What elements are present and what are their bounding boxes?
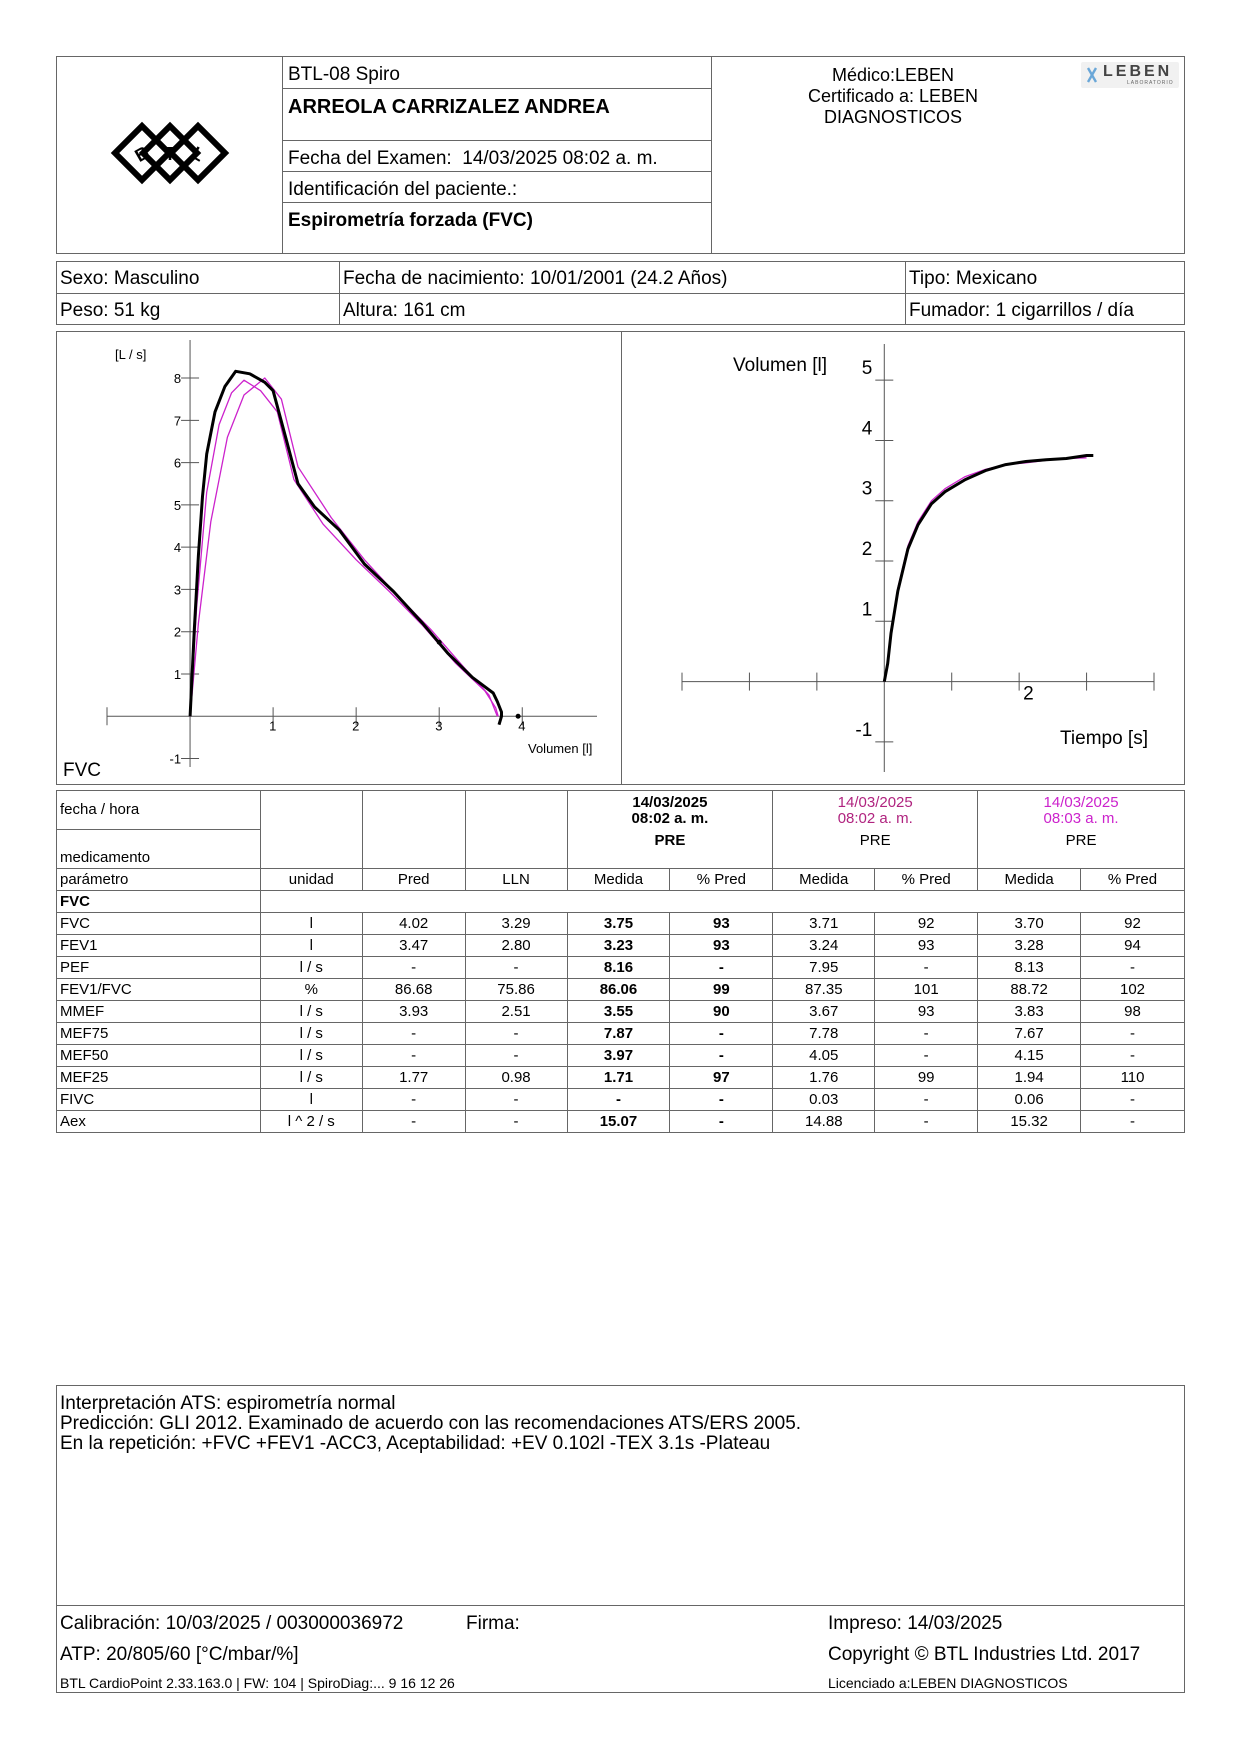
table-cell: -	[670, 957, 773, 979]
vol-chart-ylabel: Volumen [l]	[733, 355, 827, 376]
table-cell: l	[260, 935, 362, 957]
table-row	[57, 1001, 1185, 1023]
type: Tipo: Mexicano	[909, 268, 1038, 289]
column-header: Medida	[978, 869, 1081, 891]
series-line	[884, 456, 1093, 682]
table-cell: 110	[1081, 1067, 1185, 1089]
dob: Fecha de nacimiento: 10/01/2001 (24.2 Años)	[343, 268, 728, 289]
flow-chart-corner-label: FVC	[63, 760, 101, 781]
table-cell: Aex	[57, 1111, 261, 1133]
table-cell: 94	[1081, 935, 1185, 957]
certified-line2: DIAGNOSTICOS	[823, 107, 962, 127]
table-cell: 3.83	[978, 1001, 1081, 1023]
y-tick-label: 7	[173, 413, 182, 429]
table-cell: -	[362, 1089, 465, 1111]
column-header: Pred	[362, 869, 465, 891]
exam-date-value: 14/03/2025 08:02 a. m.	[462, 148, 658, 169]
session-3-time: 08:03 a. m.	[1043, 810, 1119, 827]
section-row	[57, 891, 1185, 913]
flow-volume-chart	[57, 332, 620, 784]
session-2-head	[773, 791, 978, 869]
table-cell: 97	[670, 1067, 773, 1089]
table-row	[57, 1067, 1185, 1089]
firma-label: Firma:	[466, 1613, 520, 1634]
y-tick-label: 1	[861, 599, 873, 621]
patient-id-label: Identificación del paciente.:	[288, 179, 518, 200]
column-header-row	[57, 869, 1185, 891]
section-label: FVC	[57, 891, 261, 913]
table-cell: -	[1081, 1111, 1185, 1133]
column-header: Medida	[567, 869, 670, 891]
test-name: Espirometría forzada (FVC)	[288, 210, 533, 231]
table-cell: l	[260, 1089, 362, 1111]
flow-chart-ylabel: [L / s]	[115, 347, 147, 362]
session-1-head	[567, 791, 773, 869]
table-cell: 3.23	[567, 935, 670, 957]
height: Altura: 161 cm	[343, 300, 466, 321]
printed-date: Impreso: 14/03/2025	[828, 1613, 1003, 1634]
table-cell: 8.13	[978, 957, 1081, 979]
table-cell: -	[670, 1045, 773, 1067]
table-cell: 15.07	[567, 1111, 670, 1133]
table-cell: 98	[1081, 1001, 1185, 1023]
table-cell: -	[362, 1023, 465, 1045]
table-cell: l ^ 2 / s	[260, 1111, 362, 1133]
table-cell: 14.88	[773, 1111, 875, 1133]
series-line	[884, 458, 1086, 682]
table-cell: 87.35	[773, 979, 875, 1001]
table-cell: 8.16	[567, 957, 670, 979]
copyright: Copyright © BTL Industries Ltd. 2017	[828, 1644, 1141, 1665]
table-cell: l / s	[260, 1045, 362, 1067]
flow-chart-xlabel: Volumen [l]	[528, 741, 593, 756]
data-point	[516, 714, 521, 719]
table-cell: 93	[670, 913, 773, 935]
table-cell: 15.32	[978, 1111, 1081, 1133]
column-header: % Pred	[875, 869, 978, 891]
leben-mark-icon	[1085, 67, 1099, 83]
table-cell: 2.80	[465, 935, 567, 957]
table-cell: -	[1081, 957, 1185, 979]
session-3-date: 14/03/2025	[1043, 794, 1119, 811]
y-tick-label: 3	[861, 478, 873, 500]
session-2-med: PRE	[859, 832, 891, 849]
data-point	[437, 640, 442, 645]
leben-logo-sub: LABORATORIO	[1127, 80, 1174, 86]
volume-time-chart	[622, 332, 1184, 784]
svg-text:B: B	[131, 142, 153, 166]
column-header: unidad	[260, 869, 362, 891]
table-cell: 3.70	[978, 913, 1081, 935]
table-cell: -	[465, 1111, 567, 1133]
y-tick-label: 2	[861, 539, 873, 561]
table-cell: 3.29	[465, 913, 567, 935]
column-header: Medida	[773, 869, 875, 891]
y-tick-label: 1	[173, 666, 182, 682]
table-cell: 86.06	[567, 979, 670, 1001]
interp-line3: En la repetición: +FVC +FEV1 -ACC3, Aceptabilidad: +EV 0.102l -TEX 3.1s -Plateau	[60, 1433, 771, 1454]
patient-name: ARREOLA CARRIZALEZ ANDREA	[288, 96, 610, 118]
session-1-time: 08:02 a. m.	[631, 810, 709, 827]
series-line	[190, 380, 498, 716]
table-cell: 99	[875, 1067, 978, 1089]
interp-line2: Predicción: GLI 2012. Examinado de acuerdo con las recomendaciones ATS/ERS 2005.	[60, 1413, 802, 1434]
table-cell: 3.97	[567, 1045, 670, 1067]
certified-line1: Certificado a: LEBEN	[807, 86, 979, 106]
table-cell: -	[465, 957, 567, 979]
table-cell: l / s	[260, 1067, 362, 1089]
device-name: BTL-08 Spiro	[288, 64, 400, 85]
table-cell: 3.24	[773, 935, 875, 957]
table-cell: -	[1081, 1023, 1185, 1045]
table-cell: 7.95	[773, 957, 875, 979]
table-cell: 93	[875, 935, 978, 957]
interp-line1: Interpretación ATS: espirometría normal	[60, 1393, 396, 1414]
table-cell: FEV1/FVC	[57, 979, 261, 1001]
licensed: Licenciado a:LEBEN DIAGNOSTICOS	[828, 1675, 1068, 1691]
table-cell: MEF50	[57, 1045, 261, 1067]
table-cell: 93	[875, 1001, 978, 1023]
results-table	[56, 790, 1185, 1133]
table-cell: 0.06	[978, 1089, 1081, 1111]
table-cell: -	[670, 1111, 773, 1133]
exam-date	[288, 148, 658, 170]
table-cell: -	[362, 1111, 465, 1133]
table-cell: -	[1081, 1045, 1185, 1067]
table-cell: -	[465, 1089, 567, 1111]
head-medicamento: medicamento	[57, 830, 261, 869]
table-cell: 2.51	[465, 1001, 567, 1023]
table-row	[57, 913, 1185, 935]
weight: Peso: 51 kg	[60, 300, 161, 321]
table-cell: -	[362, 1045, 465, 1067]
table-cell: l / s	[260, 957, 362, 979]
table-cell: 75.86	[465, 979, 567, 1001]
table-cell: -	[875, 1023, 978, 1045]
exam-date-label: Fecha del Examen:	[288, 148, 452, 169]
session-1-date: 14/03/2025	[632, 794, 708, 811]
y-tick-label: 3	[173, 582, 182, 598]
table-row	[57, 1023, 1185, 1045]
y-tick-label: 4	[173, 540, 182, 556]
session-2-time: 08:02 a. m.	[837, 810, 913, 827]
y-tick-label: 4	[861, 418, 873, 440]
x-tick-label: 3	[435, 718, 443, 734]
table-cell: 92	[875, 913, 978, 935]
table-cell: FVC	[57, 913, 261, 935]
table-cell: 0.98	[465, 1067, 567, 1089]
table-cell: -	[670, 1089, 773, 1111]
table-cell: 3.28	[978, 935, 1081, 957]
column-header: LLN	[465, 869, 567, 891]
software-info: BTL CardioPoint 2.33.163.0 | FW: 104 | SpiroDiag:... 9 16 12 26	[60, 1675, 455, 1691]
table-cell: 7.78	[773, 1023, 875, 1045]
table-cell: 3.55	[567, 1001, 670, 1023]
table-cell: PEF	[57, 957, 261, 979]
x-tick-label: 2	[1023, 683, 1034, 705]
head-fecha: fecha / hora	[57, 791, 261, 830]
table-cell: 4.05	[773, 1045, 875, 1067]
y-tick-label: 5	[861, 358, 873, 380]
doctor: Médico:LEBEN	[831, 65, 955, 85]
leben-logo	[1081, 62, 1179, 88]
table-cell: -	[875, 1111, 978, 1133]
column-header: % Pred	[670, 869, 773, 891]
table-cell: -	[362, 957, 465, 979]
svg-text:L: L	[188, 142, 208, 166]
table-cell: MMEF	[57, 1001, 261, 1023]
table-cell: MEF25	[57, 1067, 261, 1089]
table-cell: 0.03	[773, 1089, 875, 1111]
table-cell: FIVC	[57, 1089, 261, 1111]
vol-chart-xlabel: Tiempo [s]	[1060, 728, 1148, 749]
y-tick-label: -1	[169, 751, 182, 767]
x-tick-label: 2	[352, 718, 360, 734]
table-row	[57, 979, 1185, 1001]
table-cell: 86.68	[362, 979, 465, 1001]
x-tick-label: 4	[518, 718, 526, 734]
table-cell: 3.75	[567, 913, 670, 935]
table-cell: 92	[1081, 913, 1185, 935]
table-cell: l / s	[260, 1023, 362, 1045]
calibration: Calibración: 10/03/2025 / 003000036972	[60, 1613, 404, 1634]
btl-logo	[110, 118, 230, 188]
table-cell: 7.87	[567, 1023, 670, 1045]
table-row	[57, 957, 1185, 979]
table-cell: 88.72	[978, 979, 1081, 1001]
table-cell: FEV1	[57, 935, 261, 957]
table-cell: -	[1081, 1089, 1185, 1111]
table-cell: 4.02	[362, 913, 465, 935]
table-cell: -	[875, 957, 978, 979]
table-cell: MEF75	[57, 1023, 261, 1045]
table-cell: -	[670, 1023, 773, 1045]
atp: ATP: 20/805/60 [°C/mbar/%]	[60, 1644, 299, 1665]
y-tick-label: 6	[173, 455, 182, 471]
table-cell: 93	[670, 935, 773, 957]
table-cell: 3.71	[773, 913, 875, 935]
table-cell: 3.93	[362, 1001, 465, 1023]
table-cell: 7.67	[978, 1023, 1081, 1045]
table-cell: -	[465, 1045, 567, 1067]
table-cell: 3.67	[773, 1001, 875, 1023]
table-row	[57, 1111, 1185, 1133]
y-tick-label: 5	[173, 497, 182, 513]
table-cell: -	[465, 1023, 567, 1045]
table-cell: 99	[670, 979, 773, 1001]
table-cell: 1.76	[773, 1067, 875, 1089]
smoker: Fumador: 1 cigarrillos / día	[909, 300, 1134, 321]
x-tick-label: 1	[269, 718, 277, 734]
table-cell: l / s	[260, 1001, 362, 1023]
svg-text:T: T	[164, 144, 176, 164]
table-cell: 3.47	[362, 935, 465, 957]
y-tick-label: 8	[173, 371, 182, 387]
table-cell: 1.94	[978, 1067, 1081, 1089]
table-cell: 1.77	[362, 1067, 465, 1089]
sex: Sexo: Masculino	[60, 268, 200, 289]
table-cell: -	[875, 1089, 978, 1111]
table-row	[57, 1089, 1185, 1111]
table-row	[57, 1045, 1185, 1067]
leben-logo-text: LEBEN	[1103, 63, 1173, 80]
table-cell: 102	[1081, 979, 1185, 1001]
session-3-med: PRE	[1065, 832, 1097, 849]
table-cell: 1.71	[567, 1067, 670, 1089]
table-cell: -	[875, 1045, 978, 1067]
session-2-date: 14/03/2025	[837, 794, 913, 811]
table-cell: 90	[670, 1001, 773, 1023]
session-3-head	[978, 791, 1185, 869]
column-header: % Pred	[1081, 869, 1185, 891]
y-tick-label: -1	[855, 719, 873, 741]
session-1-med: PRE	[654, 832, 686, 849]
y-tick-label: 2	[173, 624, 182, 640]
table-cell: 101	[875, 979, 978, 1001]
table-cell: 4.15	[978, 1045, 1081, 1067]
table-row	[57, 935, 1185, 957]
table-cell: %	[260, 979, 362, 1001]
column-header: parámetro	[57, 869, 261, 891]
table-cell: -	[567, 1089, 670, 1111]
table-cell: l	[260, 913, 362, 935]
